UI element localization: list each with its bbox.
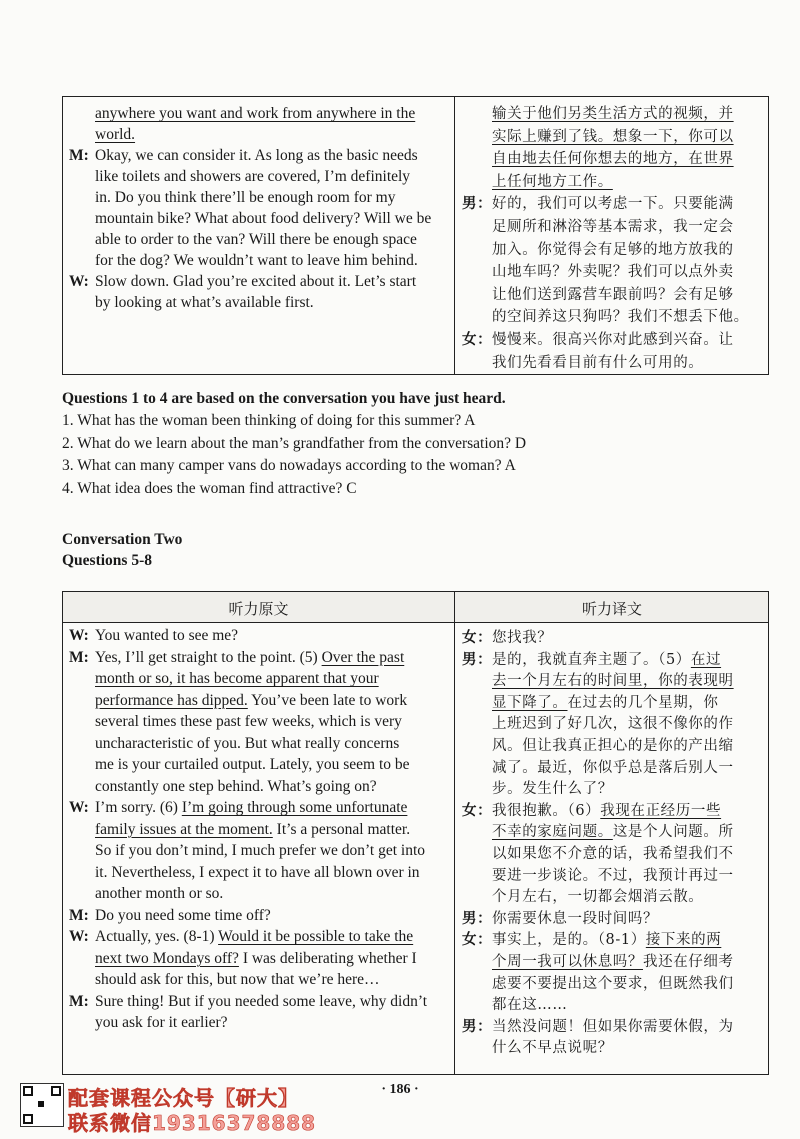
dialogue-text: should ask for this, but now that we’re here… bbox=[95, 971, 380, 988]
question-item: 2. What do we learn about the man’s grandfather from the conversation? D bbox=[62, 435, 527, 452]
underlined-text: 实际上赚到了钱。想象一下，你可以 bbox=[492, 128, 734, 145]
dialogue-line bbox=[492, 737, 734, 755]
speaker-label: M: bbox=[69, 992, 89, 1010]
dialogue-line bbox=[95, 168, 410, 186]
dialogue-text: 慢慢来。很高兴你对此感到兴奋。让 bbox=[492, 332, 734, 348]
dialogue-text: Actually, yes. (8-1) bbox=[95, 928, 219, 945]
question-item: 4. What idea does the woman find attractive? C bbox=[62, 480, 357, 497]
dialogue-line bbox=[95, 950, 417, 968]
speaker-label: 男： bbox=[462, 909, 493, 927]
dialogue-line bbox=[95, 842, 425, 860]
dialogue-line bbox=[95, 735, 399, 753]
underlined-text: next two Mondays off? bbox=[95, 949, 239, 967]
dialogue-line bbox=[95, 210, 431, 228]
underlined-text: performance has dipped. bbox=[95, 691, 248, 709]
dialogue-text: You’ve been late to work bbox=[247, 691, 408, 709]
dialogue-line bbox=[492, 780, 613, 798]
speaker-label: W: bbox=[69, 627, 89, 644]
dialogue-text: 事实上，是的。（8-1） bbox=[492, 932, 646, 949]
dialogue-line bbox=[462, 650, 722, 669]
dialogue-text: Do you need some time off? bbox=[95, 906, 271, 924]
underlined-text: Would it be possible to take the bbox=[218, 928, 414, 945]
underlined-text: 自由地去任何你想去的地方，在世界 bbox=[492, 151, 734, 168]
dialogue-line bbox=[69, 992, 428, 1011]
dialogue-line bbox=[95, 1014, 228, 1032]
underlined-text: 去一个月左右的时间里，你的表现明 bbox=[492, 673, 734, 690]
dialogue-line bbox=[492, 150, 734, 168]
dialogue-line bbox=[492, 218, 734, 236]
underlined-text: Over the past bbox=[321, 648, 405, 666]
dialogue-line bbox=[95, 189, 395, 207]
underlined-text: month or so, it has become apparent that your bbox=[95, 670, 379, 687]
dialogue-text: 减了。最近，你似乎总是落后别人一 bbox=[492, 759, 734, 776]
dialogue-line bbox=[462, 1017, 734, 1036]
dialogue-text: mountain bike? What about food delivery? Will we be bbox=[95, 210, 432, 227]
speaker-label: M: bbox=[69, 906, 89, 924]
speaker-label: 女： bbox=[462, 629, 493, 646]
dialogue-line bbox=[492, 241, 734, 259]
dialogue-line bbox=[492, 308, 749, 326]
dialogue-line bbox=[462, 931, 722, 949]
speaker-label: W: bbox=[69, 273, 89, 290]
dialogue-text: 这是个人问题。所 bbox=[612, 824, 734, 841]
dialogue-text: 当然没问题！但如果你需要休假，为 bbox=[492, 1018, 734, 1035]
dialogue-text: Slow down. Glad you’re excited about it. Let’s start bbox=[95, 273, 417, 290]
underlined-text: world. bbox=[95, 126, 136, 143]
dialogue-text: 足厕所和淋浴等基本需求，我一定会 bbox=[492, 219, 734, 235]
dialogue-line bbox=[492, 105, 734, 123]
dialogue-line bbox=[462, 909, 659, 928]
dialogue-line bbox=[462, 629, 553, 647]
chinese-column bbox=[456, 623, 768, 1075]
speaker-label: W: bbox=[69, 799, 89, 816]
dialogue-text: 好的，我们可以考虑一下。只要能满 bbox=[492, 196, 734, 213]
column-divider bbox=[454, 97, 455, 374]
speaker-label: W: bbox=[69, 928, 89, 945]
dialogue-line bbox=[95, 252, 418, 270]
dialogue-table-continued bbox=[62, 96, 769, 375]
dialogue-text: It’s a personal matter. bbox=[272, 820, 411, 838]
underlined-text: anywhere you want and work from anywhere in the bbox=[95, 105, 416, 122]
dialogue-line bbox=[95, 864, 420, 882]
qr-code bbox=[20, 1083, 64, 1127]
dialogue-text: I was deliberating whether I bbox=[238, 949, 417, 967]
english-column bbox=[63, 623, 454, 1075]
dialogue-line bbox=[69, 273, 417, 291]
dialogue-line bbox=[95, 821, 410, 839]
dialogue-text: me is your curtailed output. Lately, you seem to be bbox=[95, 756, 410, 773]
underlined-text: 不幸的家庭问题。 bbox=[492, 824, 613, 841]
dialogue-line bbox=[492, 1039, 613, 1057]
speaker-label: 女： bbox=[462, 801, 493, 819]
dialogue-text: 风。但让我真正担心的是你的产出缩 bbox=[492, 738, 734, 754]
dialogue-text: 你需要休息一段时间吗？ bbox=[492, 910, 659, 927]
speaker-label: 女： bbox=[462, 331, 493, 348]
dialogue-line bbox=[69, 928, 414, 946]
dialogue-line bbox=[492, 354, 703, 372]
dialogue-line bbox=[95, 670, 379, 688]
dialogue-text: 是的，我就直奔主题了。（5） bbox=[492, 651, 691, 668]
dialogue-line bbox=[69, 906, 271, 925]
dialogue-text: 步。发生什么了？ bbox=[492, 781, 613, 798]
dialogue-text: 以如果您不介意的话，我希望我们不 bbox=[492, 846, 734, 862]
dialogue-text: 我们先看看目前有什么可用的。 bbox=[492, 354, 704, 371]
dialogue-text: So if you don’t mind, I much prefer we don’t get into bbox=[95, 842, 426, 859]
promo-text-line-2: 联系微信19316378888 bbox=[68, 1111, 317, 1135]
dialogue-text: 都在这…… bbox=[492, 997, 568, 1014]
dialogue-line bbox=[492, 263, 734, 281]
dialogue-line bbox=[492, 694, 719, 712]
dialogue-text: 要进一步谈论。不过，我预计再过一 bbox=[492, 867, 734, 884]
dialogue-line bbox=[95, 126, 135, 144]
dialogue-text: uncharacteristic of you. But what really concerns bbox=[95, 734, 400, 752]
dialogue-text: for the dog? We wouldn’t want to leave him behind. bbox=[95, 252, 418, 269]
dialogue-text: another month or so. bbox=[95, 885, 224, 902]
speaker-label: 男： bbox=[462, 1017, 493, 1035]
underlined-text: 在过 bbox=[690, 651, 722, 668]
speaker-label: 男： bbox=[462, 650, 493, 668]
dialogue-line bbox=[492, 672, 734, 690]
dialogue-text: 什么不早点说呢？ bbox=[492, 1040, 613, 1057]
questions-heading: Questions 1 to 4 are based on the conversation you have just heard. bbox=[62, 390, 506, 407]
dialogue-text: 个月左右，一切都会烟消云散。 bbox=[492, 889, 704, 906]
dialogue-line bbox=[95, 778, 377, 796]
underlined-text: 输关于他们另类生活方式的视频，并 bbox=[492, 106, 734, 122]
underlined-text: 个周一我可以休息吗？ bbox=[492, 954, 643, 970]
speaker-label: 女： bbox=[462, 931, 493, 949]
chinese-column bbox=[456, 97, 768, 376]
dialogue-text: constantly one step behind. What’s going on? bbox=[95, 777, 377, 795]
dialogue-text: Sure thing! But if you needed some leave, why didn’t bbox=[95, 992, 428, 1010]
dialogue-text: Okay, we can consider it. As long as the basic needs bbox=[95, 147, 418, 164]
dialogue-line bbox=[95, 294, 314, 312]
dialogue-text: several times these past few weeks, which is very bbox=[95, 713, 402, 730]
dialogue-text: Yes, I’ll get straight to the point. (5) bbox=[95, 648, 322, 666]
dialogue-text: like toilets and showers are covered, I’m definitely bbox=[95, 168, 411, 185]
dialogue-line bbox=[492, 286, 734, 304]
underlined-text: 我现在正经历一些 bbox=[600, 802, 722, 819]
column-divider bbox=[454, 592, 455, 1074]
dialogue-text: able to order to the van? Will there be enough space bbox=[95, 231, 417, 248]
dialogue-text: in. Do you think there’ll be enough room for my bbox=[95, 189, 396, 206]
dialogue-line bbox=[95, 692, 407, 710]
dialogue-line bbox=[492, 173, 613, 191]
dialogue-line bbox=[492, 759, 734, 777]
dialogue-line bbox=[95, 885, 223, 903]
underlined-text: 上任何地方工作。 bbox=[492, 173, 613, 190]
dialogue-line bbox=[492, 953, 734, 971]
section-subtitle: Questions 5-8 bbox=[62, 552, 152, 569]
dialogue-text: You wanted to see me? bbox=[95, 627, 239, 644]
dialogue-line bbox=[69, 627, 239, 645]
dialogue-text: by looking at what’s available first. bbox=[95, 294, 314, 311]
dialogue-line bbox=[492, 128, 734, 146]
dialogue-line bbox=[69, 147, 418, 165]
dialogue-table bbox=[62, 591, 769, 1075]
page-number: · 186 · bbox=[381, 1082, 419, 1097]
table-header-row bbox=[63, 592, 768, 623]
dialogue-text: 在过去的几个星期，你 bbox=[567, 694, 719, 711]
dialogue-text: I’m sorry. (6) bbox=[95, 799, 182, 816]
dialogue-text: 您找我？ bbox=[492, 630, 553, 646]
dialogue-text: 的空间养这只狗吗？我们不想丢下他。 bbox=[492, 309, 749, 326]
dialogue-text: 加入。你觉得会有足够的地方放我的 bbox=[492, 241, 734, 258]
dialogue-line bbox=[462, 195, 734, 213]
question-item: 1. What has the woman been thinking of doing for this summer? A bbox=[62, 412, 476, 429]
section-title: Conversation Two bbox=[62, 531, 183, 548]
dialogue-line bbox=[492, 715, 734, 733]
speaker-label: 男： bbox=[462, 195, 493, 213]
underlined-text: 接下来的两 bbox=[645, 932, 722, 949]
dialogue-text: 我很抱歉。（6） bbox=[492, 802, 601, 819]
dialogue-line bbox=[95, 756, 410, 774]
dialogue-line bbox=[95, 713, 402, 731]
dialogue-line bbox=[492, 975, 734, 993]
promo-text-line-1: 配套课程公众号【研大】 bbox=[68, 1086, 299, 1110]
dialogue-line bbox=[69, 799, 408, 817]
question-item: 3. What can many camper vans do nowadays according to the woman? A bbox=[62, 457, 516, 474]
underlined-text: 显下降了。 bbox=[492, 694, 568, 711]
dialogue-line bbox=[95, 971, 380, 989]
dialogue-line bbox=[69, 648, 405, 667]
dialogue-text: 虑要不要提出这个要求，但既然我们 bbox=[492, 975, 734, 992]
dialogue-text: 我还在仔细考 bbox=[643, 954, 734, 970]
dialogue-text: you ask for it earlier? bbox=[95, 1014, 228, 1031]
dialogue-text: 上班迟到了好几次，这很不像你的作 bbox=[492, 716, 734, 733]
dialogue-line bbox=[492, 867, 734, 885]
dialogue-text: it. Nevertheless, I expect it to have all blown over in bbox=[95, 863, 420, 881]
speaker-label: M: bbox=[69, 147, 89, 164]
dialogue-line bbox=[462, 331, 734, 349]
dialogue-line bbox=[492, 823, 734, 841]
dialogue-line bbox=[492, 996, 568, 1014]
header-translation: 听力译文 bbox=[581, 600, 642, 618]
underlined-text: family issues at the moment. bbox=[95, 820, 273, 838]
dialogue-text: 山地车吗？外卖呢？我们可以点外卖 bbox=[492, 264, 734, 281]
dialogue-line bbox=[462, 801, 722, 820]
dialogue-line bbox=[95, 231, 417, 249]
english-column bbox=[63, 97, 454, 376]
dialogue-line bbox=[492, 888, 703, 906]
dialogue-line bbox=[95, 105, 415, 123]
dialogue-line bbox=[492, 845, 734, 863]
speaker-label: M: bbox=[69, 648, 89, 666]
header-original: 听力原文 bbox=[228, 600, 289, 618]
dialogue-text: 让他们送到露营车跟前吗？会有足够 bbox=[492, 286, 734, 303]
underlined-text: I’m going through some unfortunate bbox=[181, 799, 408, 816]
